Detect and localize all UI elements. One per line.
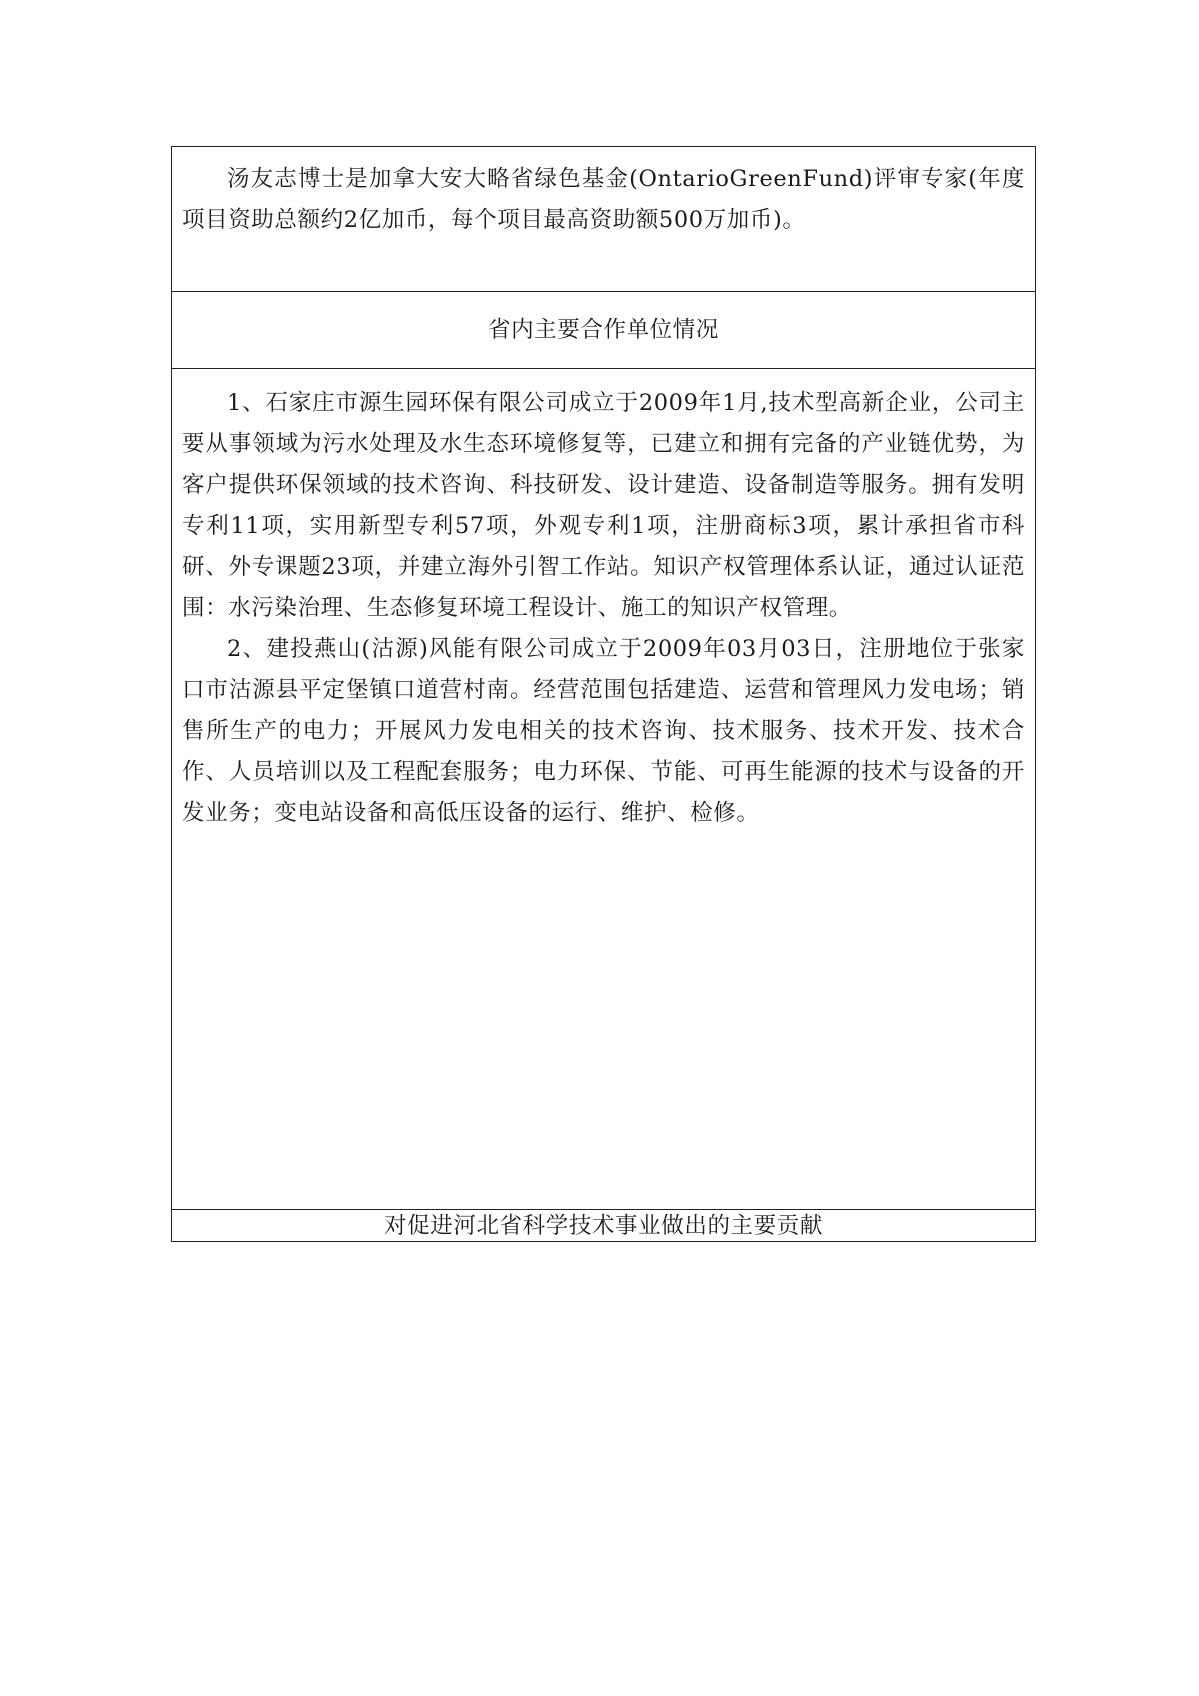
footer-heading-row	[172, 1210, 1036, 1242]
partner-paragraph-2: 2、建投燕山(沽源)风能有限公司成立于2009年03月03日，注册地位于张家口市沽源县平定堡镇口道营村南。经营范围包括建造、运营和管理风力发电场；销售所生产的电力；开展风力发电相关的技术咨询、技术服务、技术开发、技术合作、人员培训以及工程配套服务；电力环保、节能、可再生能源的技术与设备的开发业务；变电站设备和高低压设备的运行、维护、检修。	[182, 636, 1025, 826]
partner-paragraph-1: 1、石家庄市源生园环保有限公司成立于2009年1月,技术型高新企业，公司主要从事领域为污水处理及水生态环境修复等，已建立和拥有完备的产业链优势，为客户提供环保领域的技术咨询、科技研发、设计建造、设备制造等服务。拥有发明专利11项，实用新型专利57项，外观专利1项，注册商标3项，累计承担省市科研、外专课题23项，并建立海外引智工作站。知识产权管理体系认证，通过认证范围：水污染治理、生态修复环境工程设计、施工的知识产权管理。	[182, 390, 1025, 621]
section-heading: 省内主要合作单位情况	[172, 292, 1036, 369]
intro-cell	[172, 147, 1036, 292]
intro-row	[172, 147, 1036, 292]
section-heading-row	[172, 292, 1036, 369]
application-form-table	[171, 146, 1036, 1242]
intro-paragraph: 汤友志博士是加拿大安大略省绿色基金(OntarioGreenFund)评审专家(年度项目资助总额约2亿加币，每个项目最高资助额500万加币)。	[182, 166, 1025, 233]
partners-row	[172, 369, 1036, 1210]
footer-heading: 对促进河北省科学技术事业做出的主要贡献	[172, 1210, 1036, 1242]
partners-cell	[172, 369, 1036, 1210]
